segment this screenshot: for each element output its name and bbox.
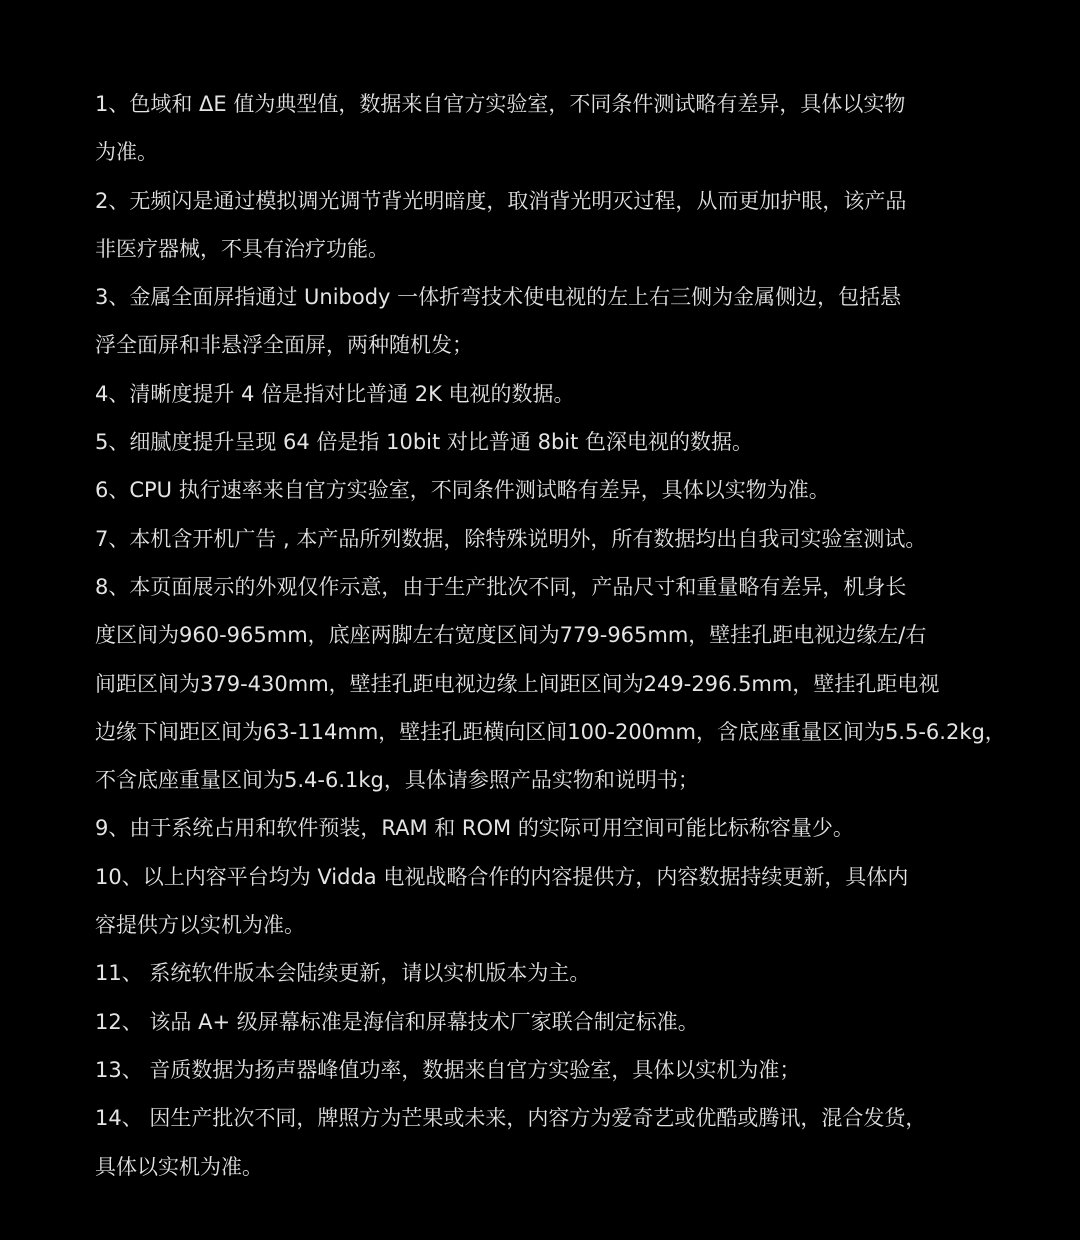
disclaimer-line: 11、 系统软件版本会陆续更新，请以实机版本为主。 <box>95 961 591 986</box>
disclaimer-line: 13、 音质数据为扬声器峰值功率，数据来自官方实验室，具体以实机为准； <box>95 1057 801 1082</box>
disclaimer-line: 不含底座重量区间为5.4-6.1kg，具体请参照产品实物和说明书； <box>95 768 699 793</box>
disclaimer-line: 9、由于系统占用和软件预装，RAM 和 ROM 的实际可用空间可能比标称容量少。 <box>95 816 854 841</box>
disclaimer-line: 6、CPU 执行速率来自官方实验室，不同条件测试略有差异，具体以实物为准。 <box>95 478 830 503</box>
disclaimer-line: 容提供方以实机为准。 <box>95 913 305 938</box>
disclaimer-line: 12、 该品 A+ 级屏幕标准是海信和屏幕技术厂家联合制定标准。 <box>95 1009 699 1034</box>
disclaimer-line: 4、清晰度提升 4 倍是指对比普通 2K 电视的数据。 <box>95 381 575 406</box>
disclaimer-line: 度区间为960-965mm，底座两脚左右宽度区间为779-965mm，壁挂孔距电视边缘左/右 <box>95 623 927 648</box>
disclaimer-line: 间距区间为379-430mm，壁挂孔距电视边缘上间距区间为249-296.5mm，壁挂孔距电视 <box>95 671 940 696</box>
disclaimer-line: 2、无频闪是通过模拟调光调节背光明暗度，取消背光明灭过程，从而更加护眼，该产品 <box>95 188 907 213</box>
disclaimer-line: 14、 因生产批次不同，牌照方为芒果或未来，内容方为爱奇艺或优酷或腾讯，混合发货， <box>95 1106 927 1131</box>
disclaimer-line: 3、金属全面屏指通过 Unibody 一体折弯技术使电视的左上右三侧为金属侧边，包括悬 <box>95 285 902 310</box>
disclaimer-line: 为准。 <box>95 140 158 165</box>
disclaimer-line: 1、色域和 ΔE 值为典型值，数据来自官方实验室，不同条件测试略有差异，具体以实物 <box>95 92 906 116</box>
disclaimer-line: 具体以实机为准。 <box>95 1154 263 1179</box>
disclaimer-line: 7、本机含开机广告 , 本产品所列数据，除特殊说明外，所有数据均出自我司实验室测试。 <box>95 526 927 551</box>
disclaimer-line: 8、本页面展示的外观仅作示意，由于生产批次不同，产品尺寸和重量略有差异，机身长 <box>95 574 907 599</box>
disclaimer-line: 10、以上内容平台均为 Vidda 电视战略合作的内容提供方，内容数据持续更新，具体内 <box>95 864 909 889</box>
disclaimer-line: 浮全面屏和非悬浮全面屏，两种随机发； <box>95 333 473 358</box>
disclaimer-line: 5、细腻度提升呈现 64 倍是指 10bit 对比普通 8bit 色深电视的数据。 <box>95 430 754 455</box>
disclaimer-line: 边缘下间距区间为63-114mm，壁挂孔距横向区间100-200mm，含底座重量区间为5.5-6.2kg， <box>95 719 1006 744</box>
disclaimer-text <box>95 80 1055 1191</box>
disclaimer-line: 非医疗器械，不具有治疗功能。 <box>95 236 389 261</box>
